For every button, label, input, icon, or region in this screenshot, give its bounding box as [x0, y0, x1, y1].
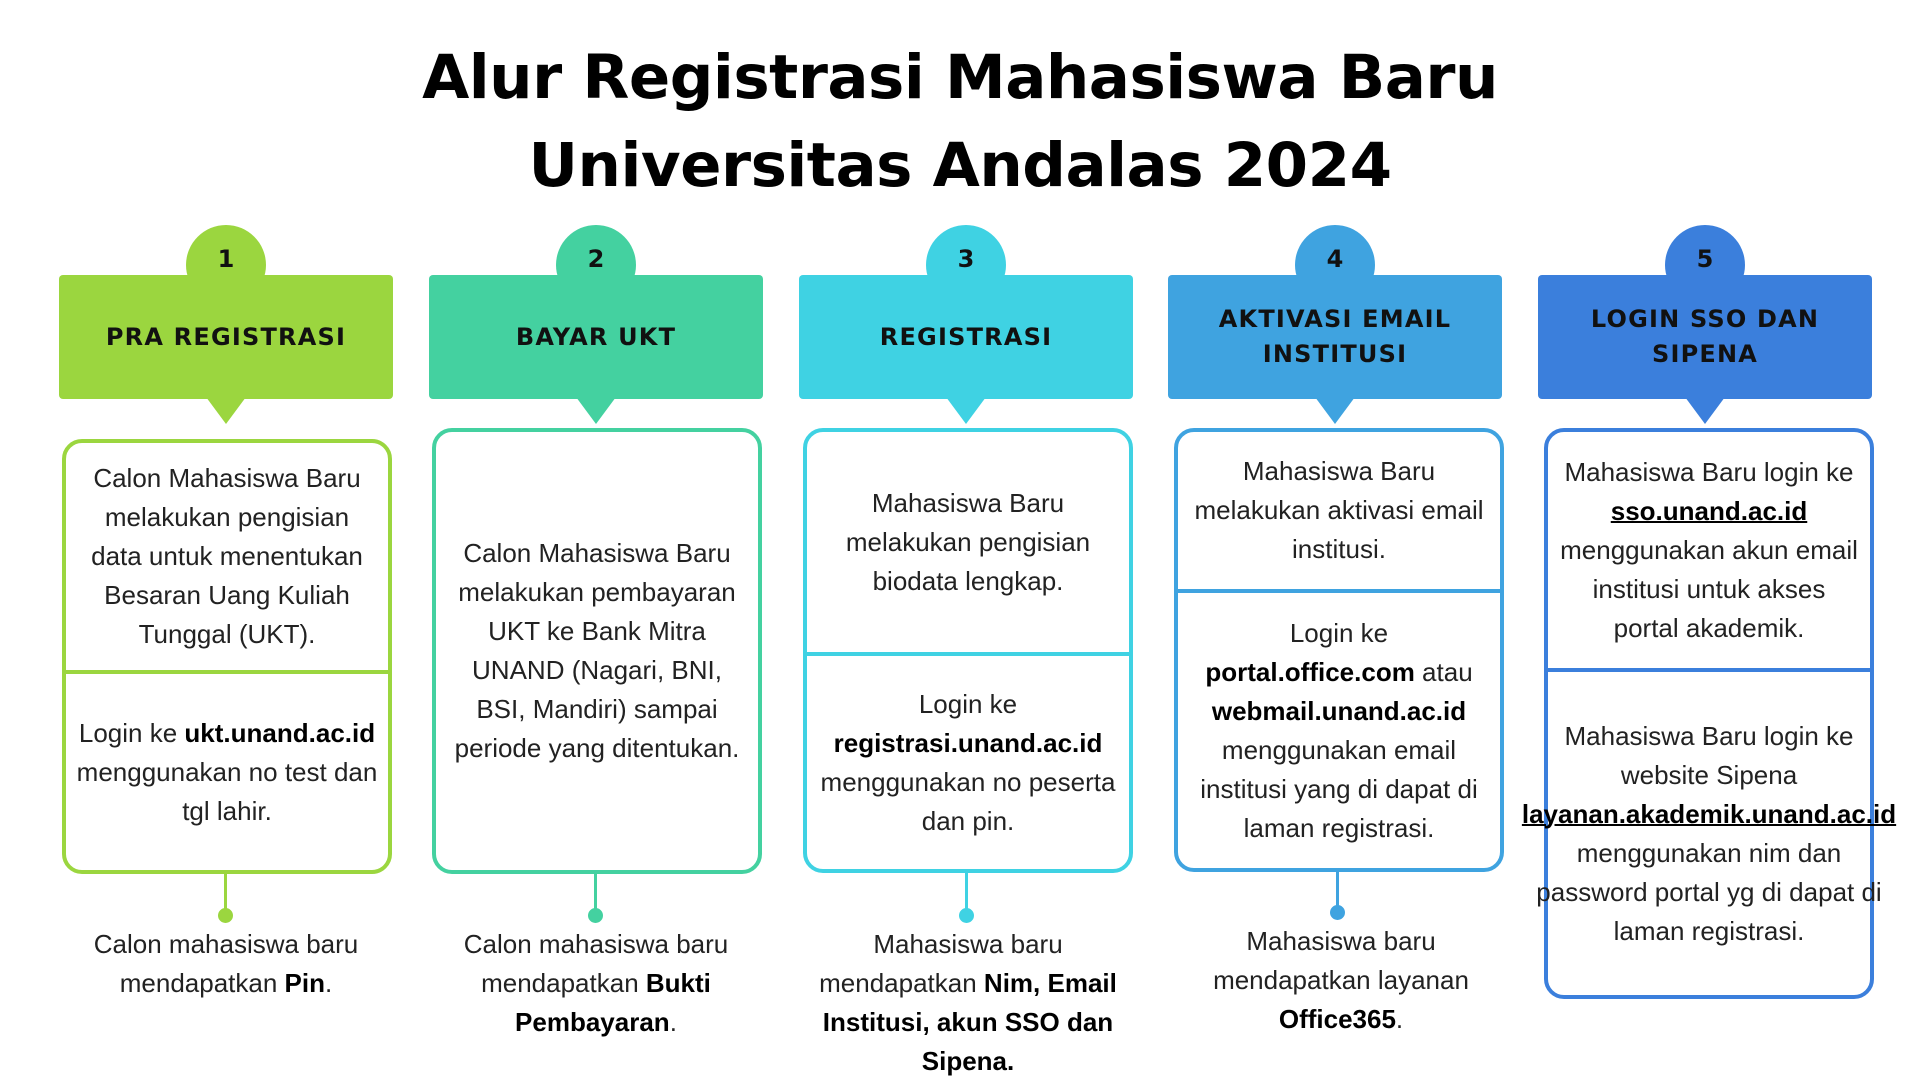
step-3-section-2-run: menggunakan no peserta dan pin.: [820, 766, 1116, 836]
step-3-section-2-run: Login ke: [918, 688, 1018, 719]
step-3-pointer: [946, 397, 986, 424]
step-1-section-2-run: menggunakan no test dan tgl lahir.: [76, 756, 378, 826]
step-3-section-2-highlight: registrasi.unand.ac.id: [833, 727, 1103, 758]
step-4-card: [1174, 428, 1504, 872]
step-3-connector-dot: [959, 908, 974, 923]
step-1-result: [51, 925, 401, 1003]
step-4-card-section-1: [1178, 432, 1500, 589]
step-5-title: LOGIN SSO DAN SIPENA: [1538, 275, 1872, 399]
step-3-card-section-1: [807, 432, 1129, 652]
diagram-title: [0, 34, 1920, 210]
step-2-card-section-1: [436, 432, 758, 870]
step-1-section-1-run: Calon Mahasiswa Baru melakukan pengisian data untuk menentukan Besaran Uang Kuliah Tunggal (UKT).: [91, 463, 363, 649]
step-5-section-2-run: Mahasiswa Baru login ke website Sipena: [1564, 720, 1854, 790]
step-5-section-2-highlight: layanan.akademik.unand.ac.id: [1521, 798, 1897, 829]
step-1-result-highlight: Pin: [284, 968, 325, 998]
step-1-section-2-run: Login ke: [78, 717, 185, 748]
step-4-section-1-text: [1188, 452, 1490, 569]
step-5-section-1-run: Mahasiswa Baru login ke: [1564, 456, 1854, 487]
step-4-connector-dot: [1330, 905, 1345, 920]
step-3-section-1-text: [817, 484, 1119, 601]
step-5-pointer: [1685, 397, 1725, 424]
step-3: [799, 225, 1133, 1075]
step-3-result-run: Mahasiswa baru mendapatkan: [819, 929, 1063, 998]
step-1-card-section-2: [66, 670, 388, 870]
step-2-result-highlight: Bukti Pembayaran: [515, 968, 711, 1037]
step-1-result-text: [51, 925, 401, 1003]
step-1-result-run: Calon mahasiswa baru mendapatkan: [93, 929, 359, 998]
step-3-result-text: [795, 925, 1141, 1081]
step-2-pointer: [576, 397, 616, 424]
step-5-card-section-1: [1548, 432, 1870, 668]
step-1-section-2-text: [76, 714, 378, 831]
step-1-title: PRA REGISTRASI: [59, 275, 393, 399]
step-5-section-1-highlight: sso.unand.ac.id: [1610, 495, 1808, 526]
step-1-connector-dot: [218, 908, 233, 923]
step-5: [1521, 225, 1897, 1075]
step-5-card-section-2: [1521, 668, 1897, 995]
step-4-title: AKTIVASI EMAIL INSTITUSI: [1168, 275, 1502, 399]
step-3-result: [795, 925, 1141, 1081]
step-4-section-2-highlight: webmail.unand.ac.id: [1211, 695, 1467, 726]
step-3-result-highlight: Nim, Email Institusi, akun SSO dan Sipena.: [822, 968, 1117, 1076]
step-2-title: BAYAR UKT: [429, 275, 763, 399]
step-5-number-badge: 5: [1665, 225, 1745, 305]
step-1-card: [62, 439, 392, 874]
step-2: [429, 225, 763, 1075]
title-line-1: Alur Registrasi Mahasiswa Baru: [422, 42, 1498, 113]
step-2-result-run: Calon mahasiswa baru mendapatkan: [463, 929, 729, 998]
step-1-section-2-highlight: ukt.unand.ac.id: [184, 717, 376, 748]
step-2-card: [432, 428, 762, 874]
step-5-section-1-text: [1558, 453, 1860, 648]
step-5-section-2-text: [1522, 717, 1896, 951]
step-3-section-1-run: Mahasiswa Baru melakukan pengisian biodata lengkap.: [845, 487, 1091, 596]
step-3-number-badge: 3: [926, 225, 1006, 305]
step-1-section-1-text: [76, 459, 378, 654]
step-2-result-run: .: [669, 1007, 677, 1037]
step-1-card-section-1: [66, 443, 388, 670]
step-5-card: [1521, 428, 1897, 999]
step-4-result-run: .: [1395, 1004, 1404, 1034]
step-4-section-2-text: [1188, 614, 1490, 848]
step-3-title: REGISTRASI: [799, 275, 1133, 399]
step-4-pointer: [1315, 397, 1355, 424]
step-2-result: [421, 925, 771, 1042]
step-4-section-1-run: Mahasiswa Baru melakukan aktivasi email institusi.: [1194, 456, 1484, 564]
step-5-section-2-run: menggunakan nim dan password portal yg di dapat di laman registrasi.: [1536, 837, 1882, 946]
step-5-section-1-run: menggunakan akun email institusi untuk akses portal akademik.: [1560, 534, 1858, 643]
step-2-connector-dot: [588, 908, 603, 923]
step-4-number-badge: 4: [1295, 225, 1375, 305]
step-2-result-text: [421, 925, 771, 1042]
step-4: [1168, 225, 1502, 1075]
step-4-section-2-run: menggunakan email institusi yang di dapat di laman registrasi.: [1200, 734, 1478, 843]
step-4-result-text: [1168, 922, 1514, 1039]
step-4-section-2-run: Login ke: [1289, 617, 1389, 648]
step-3-card: [803, 428, 1133, 873]
step-3-card-section-2: [807, 652, 1129, 869]
step-4-section-2-highlight: portal.office.com: [1205, 656, 1415, 687]
step-1-pointer: [206, 397, 246, 424]
step-2-number-badge: 2: [556, 225, 636, 305]
title-line-2: Universitas Andalas 2024: [528, 130, 1392, 201]
step-4-card-section-2: [1178, 589, 1500, 868]
step-2-section-1-run: Calon Mahasiswa Baru melakukan pembayaran UKT ke Bank Mitra UNAND (Nagari, BNI, BSI, Mandiri) sampai periode yang ditentukan.: [454, 538, 740, 763]
step-2-section-1-text: [446, 534, 748, 768]
step-3-section-2-text: [817, 685, 1119, 841]
step-4-result: [1168, 922, 1514, 1039]
step-4-section-2-run: atau: [1414, 656, 1473, 687]
step-4-result-highlight: Office365: [1278, 1004, 1396, 1034]
step-1: [59, 225, 393, 1075]
step-1-result-run: .: [325, 968, 333, 998]
step-1-number-badge: 1: [186, 225, 266, 305]
step-4-result-run: Mahasiswa baru mendapatkan layanan: [1213, 926, 1469, 995]
